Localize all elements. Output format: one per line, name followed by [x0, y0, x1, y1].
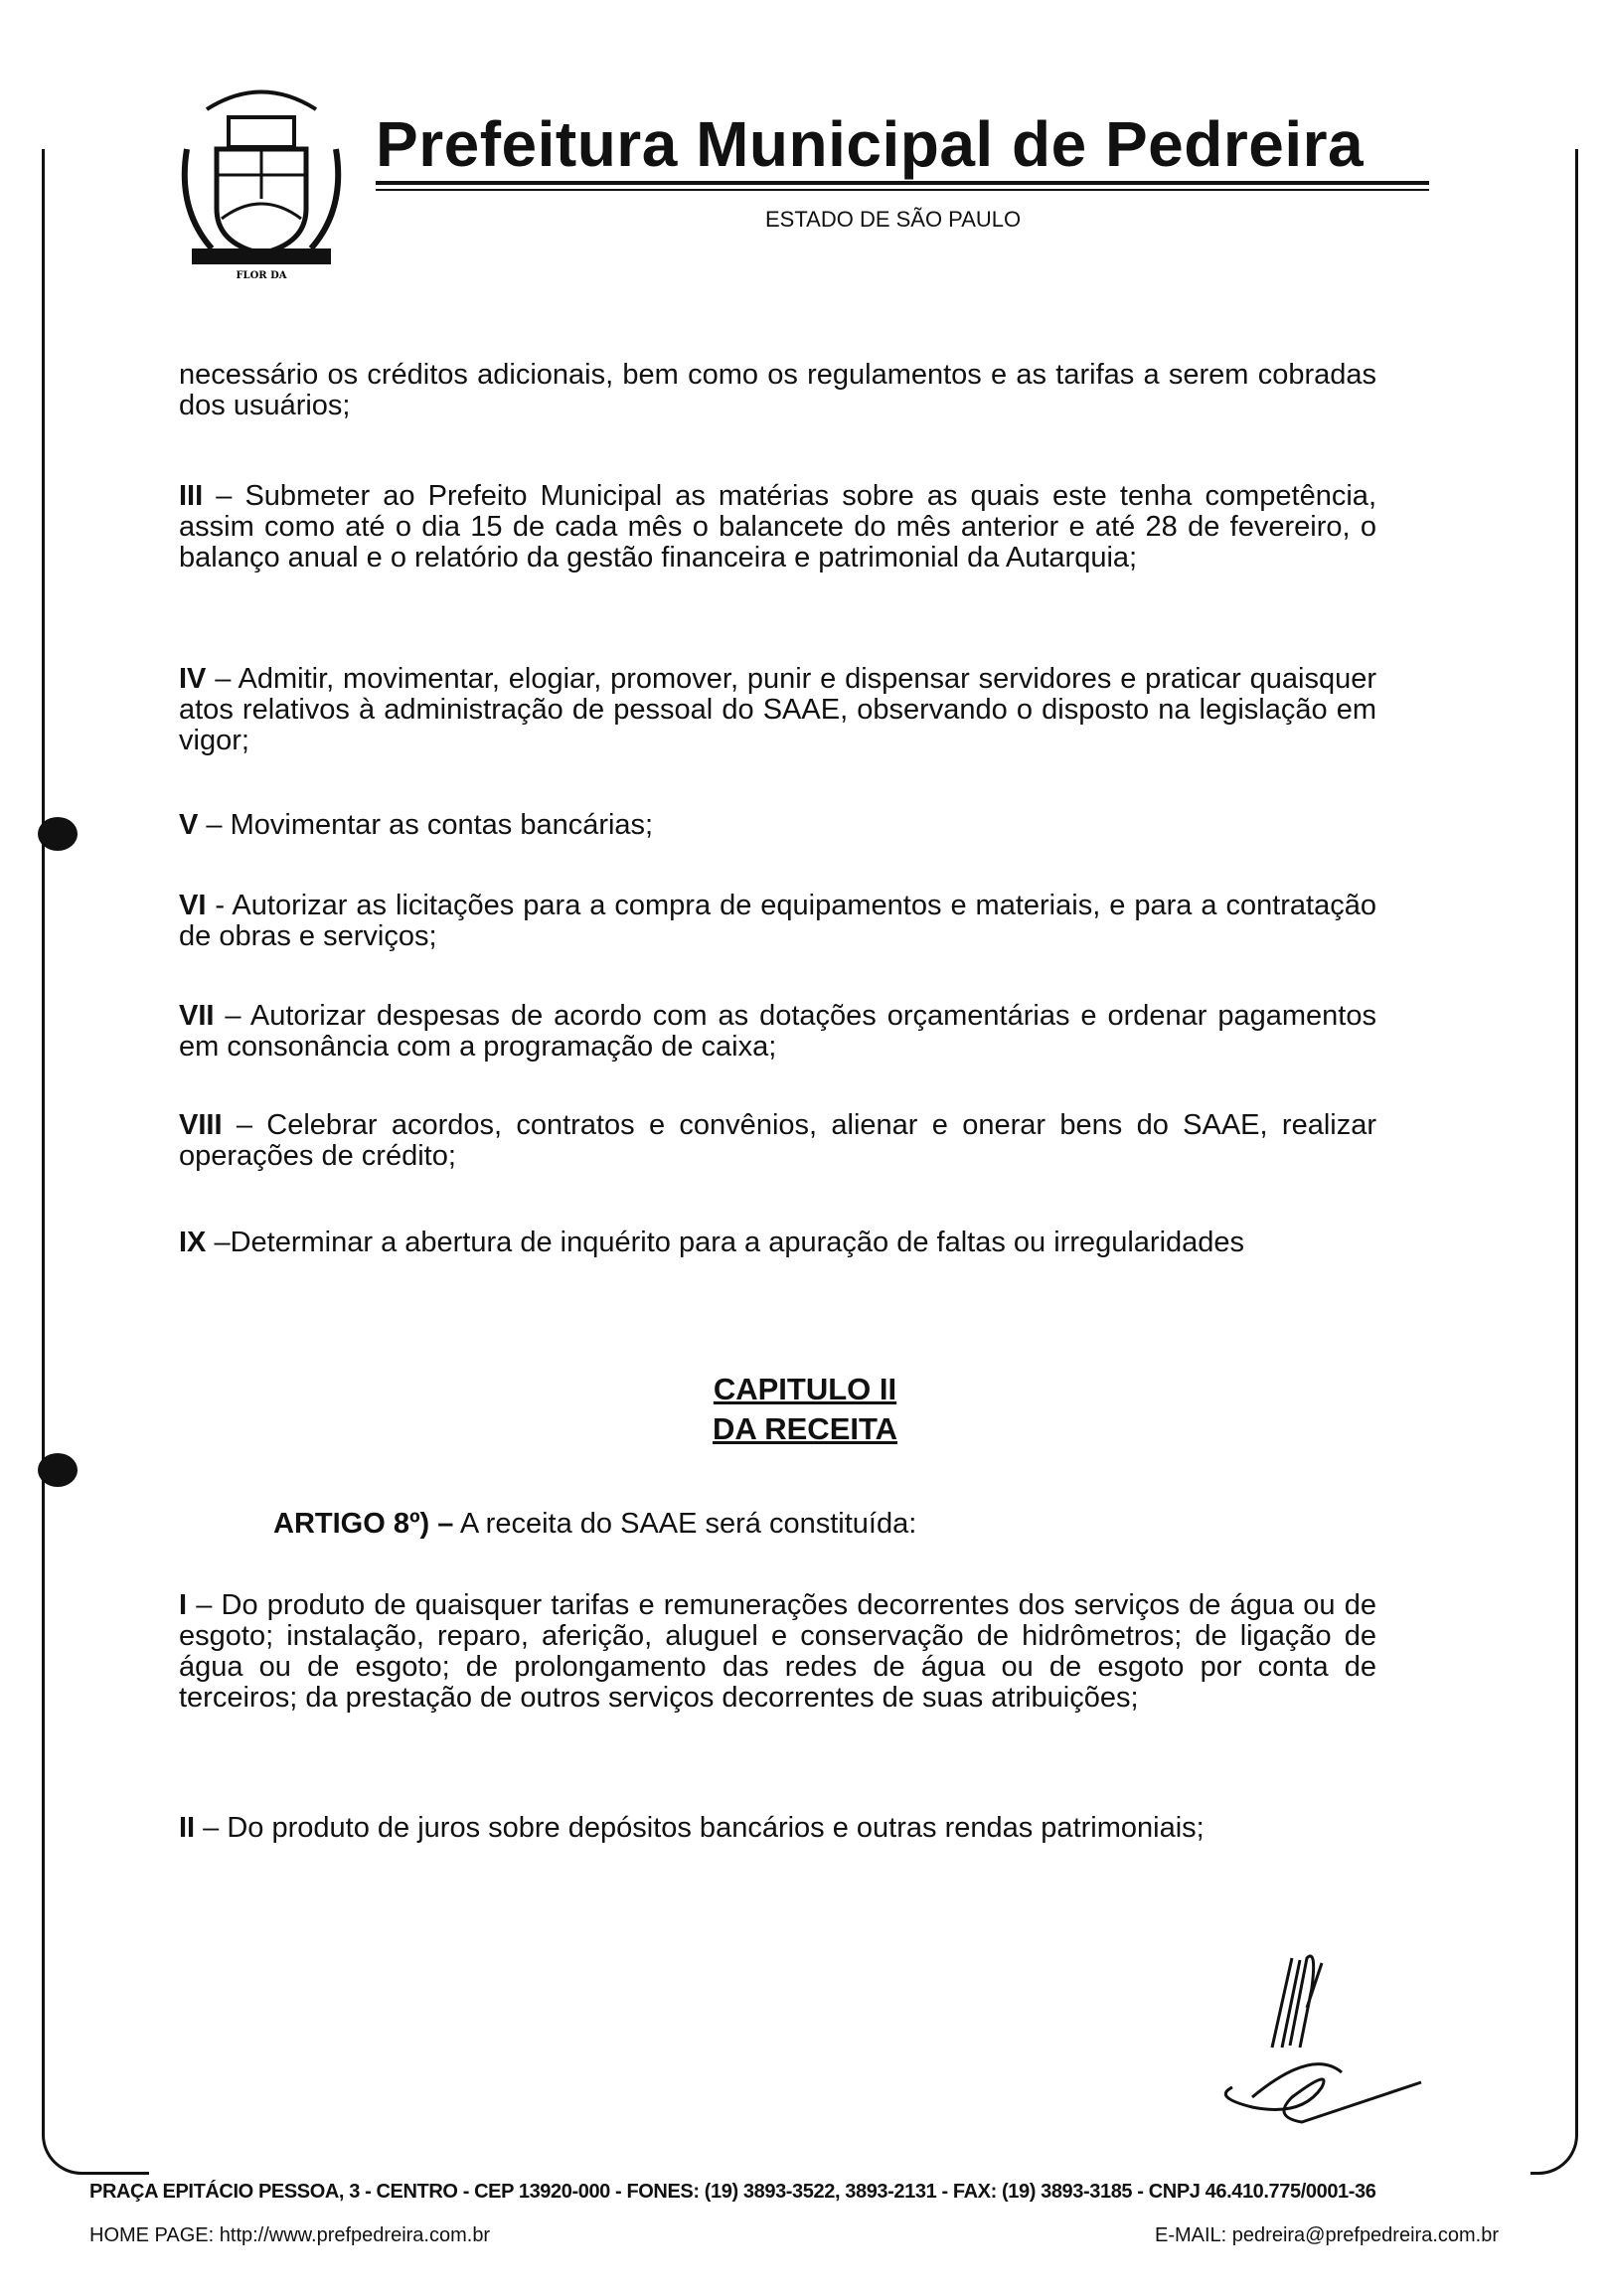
footer-address: PRAÇA EPITÁCIO PESSOA, 3 - CENTRO - CEP 13920-000 - FONES: (19) 3893-3522, 3893-2131 - FAX: (19) 3893-3185 - CNPJ 46.410.775/0001-36	[89, 2181, 1376, 2203]
paragraph-VIII: VIII – Celebrar acordos, contratos e convênios, alienar e onerar bens do SAAE, realizar operações de crédito;	[179, 1109, 1376, 1172]
article-8: ARTIGO 8º) – A receita do SAAE será constituída:	[273, 1508, 917, 1540]
header-subtitle: ESTADO DE SÃO PAULO	[765, 207, 1022, 232]
paragraph-V: V – Movimentar as contas bancárias;	[179, 809, 654, 841]
paragraph-III: III – Submeter ao Prefeito Municipal as matérias sobre as quais este tenha competência, assim como até o dia 15 de cada mês o balancete do mês anterior e até 28 de fevereiro, o balanço anual e o relatório da gestão financeira e patrimonial da Autarquia;	[179, 480, 1376, 574]
paragraph-VI: VI - Autorizar as licitações para a compra de equipamentos e materiais, e para a contratação de obras e serviços;	[179, 890, 1376, 952]
chapter-heading: CAPITULO II DA RECEITA	[713, 1372, 897, 1446]
punch-hole-mark	[38, 1453, 78, 1487]
footer-email: E-MAIL: pedreira@prefpedreira.com.br	[1155, 2224, 1499, 2246]
header-rule	[376, 181, 1429, 185]
footer-homepage: HOME PAGE: http://www.prefpedreira.com.br	[89, 2224, 491, 2246]
municipal-seal-logo	[167, 80, 356, 288]
punch-hole-mark	[38, 817, 78, 851]
handwritten-signature	[1173, 1948, 1431, 2147]
paragraph-IV: IV – Admitir, movimentar, elogiar, promover, punir e dispensar servidores e praticar quaisquer atos relativos à administração de pessoal do SAAE, observando o disposto na legislação em vigor;	[179, 663, 1376, 756]
svg-text:FLOR DA: FLOR DA	[236, 270, 287, 281]
header-title: Prefeitura Municipal de Pedreira	[376, 108, 1365, 180]
item-I: I – Do produto de quaisquer tarifas e remunerações decorrentes dos serviços de água ou de esgoto; instalação, reparo, aferição, aluguel e conservação de hidrômetros; de ligação de água ou de esgoto; de prolongamento das redes de água ou de esgoto por conta de terceiros; da prestação de outros serviços decorrentes de suas atribuições;	[179, 1589, 1376, 1714]
paragraph: necessário os créditos adicionais, bem como os regulamentos e as tarifas a serem cobradas dos usuários;	[179, 359, 1376, 421]
paragraph-IX: IX –Determinar a abertura de inquérito para a apuração de faltas ou irregularidades	[179, 1227, 1245, 1258]
item-II: II – Do produto de juros sobre depósitos bancários e outras rendas patrimoniais;	[179, 1812, 1205, 1844]
paragraph-VII: VII – Autorizar despesas de acordo com as dotações orçamentárias e ordenar pagamentos em consonância com a programação de caixa;	[179, 1000, 1376, 1063]
